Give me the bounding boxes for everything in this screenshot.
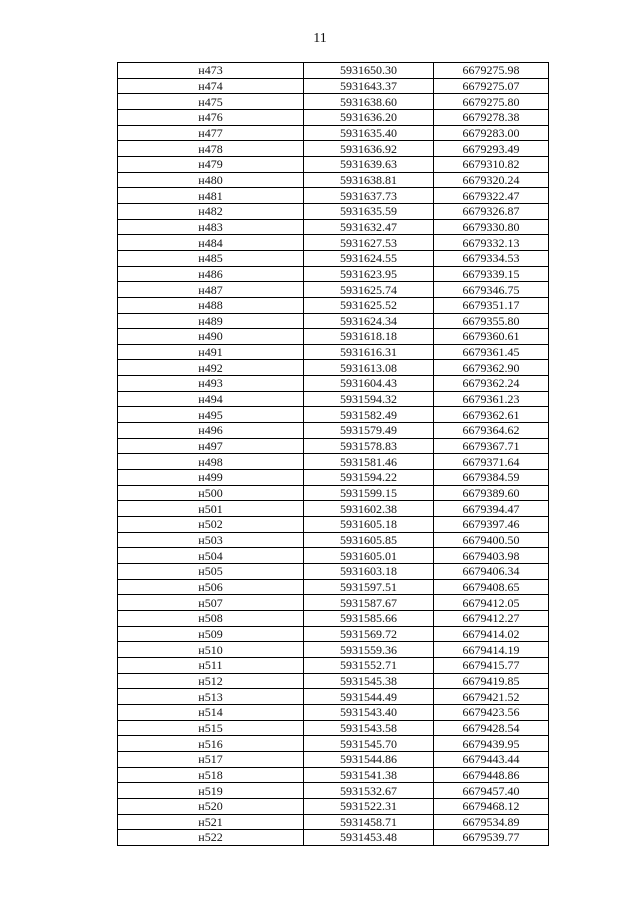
y-coordinate-cell: 6679384.59 bbox=[434, 470, 549, 486]
x-coordinate-cell: 5931545.70 bbox=[304, 736, 434, 752]
table-row bbox=[118, 595, 549, 611]
y-coordinate-cell: 6679400.50 bbox=[434, 532, 549, 548]
table-row bbox=[118, 313, 549, 329]
y-coordinate-cell: 6679412.27 bbox=[434, 610, 549, 626]
point-id-cell: н501 bbox=[118, 501, 304, 517]
x-coordinate-cell: 5931625.52 bbox=[304, 297, 434, 313]
y-coordinate-cell: 6679330.80 bbox=[434, 219, 549, 235]
y-coordinate-cell: 6679334.53 bbox=[434, 250, 549, 266]
x-coordinate-cell: 5931605.85 bbox=[304, 532, 434, 548]
point-id-cell: н507 bbox=[118, 595, 304, 611]
x-coordinate-cell: 5931636.20 bbox=[304, 109, 434, 125]
table-row bbox=[118, 626, 549, 642]
point-id-cell: н497 bbox=[118, 438, 304, 454]
table-row bbox=[118, 798, 549, 814]
point-id-cell: н516 bbox=[118, 736, 304, 752]
table-row bbox=[118, 673, 549, 689]
y-coordinate-cell: 6679406.34 bbox=[434, 564, 549, 580]
point-id-cell: н473 bbox=[118, 63, 304, 79]
table-row bbox=[118, 141, 549, 157]
table-row bbox=[118, 532, 549, 548]
point-id-cell: н500 bbox=[118, 485, 304, 501]
table-row bbox=[118, 376, 549, 392]
point-id-cell: н513 bbox=[118, 689, 304, 705]
table-row bbox=[118, 266, 549, 282]
table-row bbox=[118, 642, 549, 658]
x-coordinate-cell: 5931559.36 bbox=[304, 642, 434, 658]
x-coordinate-cell: 5931637.73 bbox=[304, 188, 434, 204]
point-id-cell: н482 bbox=[118, 203, 304, 219]
table-row bbox=[118, 438, 549, 454]
point-id-cell: н504 bbox=[118, 548, 304, 564]
point-id-cell: н515 bbox=[118, 720, 304, 736]
table-row bbox=[118, 78, 549, 94]
y-coordinate-cell: 6679362.24 bbox=[434, 376, 549, 392]
table-row bbox=[118, 657, 549, 673]
table-row bbox=[118, 485, 549, 501]
x-coordinate-cell: 5931585.66 bbox=[304, 610, 434, 626]
table-row bbox=[118, 501, 549, 517]
x-coordinate-cell: 5931579.49 bbox=[304, 423, 434, 439]
y-coordinate-cell: 6679534.89 bbox=[434, 814, 549, 830]
y-coordinate-cell: 6679423.56 bbox=[434, 704, 549, 720]
x-coordinate-cell: 5931618.18 bbox=[304, 329, 434, 345]
x-coordinate-cell: 5931624.55 bbox=[304, 250, 434, 266]
y-coordinate-cell: 6679394.47 bbox=[434, 501, 549, 517]
table-row bbox=[118, 282, 549, 298]
y-coordinate-cell: 6679275.07 bbox=[434, 78, 549, 94]
x-coordinate-cell: 5931582.49 bbox=[304, 407, 434, 423]
x-coordinate-cell: 5931569.72 bbox=[304, 626, 434, 642]
y-coordinate-cell: 6679364.62 bbox=[434, 423, 549, 439]
point-id-cell: н498 bbox=[118, 454, 304, 470]
point-id-cell: н487 bbox=[118, 282, 304, 298]
y-coordinate-cell: 6679397.46 bbox=[434, 517, 549, 533]
table-row bbox=[118, 548, 549, 564]
x-coordinate-cell: 5931453.48 bbox=[304, 830, 434, 846]
table-row bbox=[118, 250, 549, 266]
x-coordinate-cell: 5931544.49 bbox=[304, 689, 434, 705]
y-coordinate-cell: 6679389.60 bbox=[434, 485, 549, 501]
x-coordinate-cell: 5931578.83 bbox=[304, 438, 434, 454]
table-row bbox=[118, 423, 549, 439]
x-coordinate-cell: 5931613.08 bbox=[304, 360, 434, 376]
table-row bbox=[118, 391, 549, 407]
y-coordinate-cell: 6679448.86 bbox=[434, 767, 549, 783]
y-coordinate-cell: 6679278.38 bbox=[434, 109, 549, 125]
y-coordinate-cell: 6679468.12 bbox=[434, 798, 549, 814]
x-coordinate-cell: 5931587.67 bbox=[304, 595, 434, 611]
point-id-cell: н509 bbox=[118, 626, 304, 642]
x-coordinate-cell: 5931581.46 bbox=[304, 454, 434, 470]
point-id-cell: н475 bbox=[118, 94, 304, 110]
x-coordinate-cell: 5931627.53 bbox=[304, 235, 434, 251]
x-coordinate-cell: 5931544.86 bbox=[304, 751, 434, 767]
table-row bbox=[118, 297, 549, 313]
table-row bbox=[118, 564, 549, 580]
y-coordinate-cell: 6679457.40 bbox=[434, 783, 549, 799]
point-id-cell: н522 bbox=[118, 830, 304, 846]
y-coordinate-cell: 6679362.61 bbox=[434, 407, 549, 423]
y-coordinate-cell: 6679361.23 bbox=[434, 391, 549, 407]
y-coordinate-cell: 6679320.24 bbox=[434, 172, 549, 188]
point-id-cell: н491 bbox=[118, 344, 304, 360]
point-id-cell: н489 bbox=[118, 313, 304, 329]
x-coordinate-cell: 5931597.51 bbox=[304, 579, 434, 595]
y-coordinate-cell: 6679539.77 bbox=[434, 830, 549, 846]
table-row bbox=[118, 689, 549, 705]
point-id-cell: н520 bbox=[118, 798, 304, 814]
y-coordinate-cell: 6679408.65 bbox=[434, 579, 549, 595]
table-row bbox=[118, 610, 549, 626]
table-row bbox=[118, 470, 549, 486]
y-coordinate-cell: 6679403.98 bbox=[434, 548, 549, 564]
point-id-cell: н502 bbox=[118, 517, 304, 533]
point-id-cell: н485 bbox=[118, 250, 304, 266]
point-id-cell: н508 bbox=[118, 610, 304, 626]
x-coordinate-cell: 5931605.18 bbox=[304, 517, 434, 533]
table-row bbox=[118, 407, 549, 423]
y-coordinate-cell: 6679419.85 bbox=[434, 673, 549, 689]
point-id-cell: н499 bbox=[118, 470, 304, 486]
x-coordinate-cell: 5931599.15 bbox=[304, 485, 434, 501]
x-coordinate-cell: 5931624.34 bbox=[304, 313, 434, 329]
point-id-cell: н521 bbox=[118, 814, 304, 830]
y-coordinate-cell: 6679332.13 bbox=[434, 235, 549, 251]
x-coordinate-cell: 5931632.47 bbox=[304, 219, 434, 235]
x-coordinate-cell: 5931532.67 bbox=[304, 783, 434, 799]
y-coordinate-cell: 6679326.87 bbox=[434, 203, 549, 219]
table-row bbox=[118, 517, 549, 533]
y-coordinate-cell: 6679443.44 bbox=[434, 751, 549, 767]
point-id-cell: н477 bbox=[118, 125, 304, 141]
x-coordinate-cell: 5931552.71 bbox=[304, 657, 434, 673]
x-coordinate-cell: 5931541.38 bbox=[304, 767, 434, 783]
point-id-cell: н474 bbox=[118, 78, 304, 94]
table-row bbox=[118, 344, 549, 360]
table-row bbox=[118, 704, 549, 720]
point-id-cell: н478 bbox=[118, 141, 304, 157]
point-id-cell: н506 bbox=[118, 579, 304, 595]
y-coordinate-cell: 6679371.64 bbox=[434, 454, 549, 470]
x-coordinate-cell: 5931605.01 bbox=[304, 548, 434, 564]
point-id-cell: н481 bbox=[118, 188, 304, 204]
point-id-cell: н503 bbox=[118, 532, 304, 548]
y-coordinate-cell: 6679367.71 bbox=[434, 438, 549, 454]
x-coordinate-cell: 5931635.40 bbox=[304, 125, 434, 141]
table-row bbox=[118, 329, 549, 345]
point-id-cell: н479 bbox=[118, 156, 304, 172]
y-coordinate-cell: 6679361.45 bbox=[434, 344, 549, 360]
y-coordinate-cell: 6679362.90 bbox=[434, 360, 549, 376]
x-coordinate-cell: 5931603.18 bbox=[304, 564, 434, 580]
x-coordinate-cell: 5931602.38 bbox=[304, 501, 434, 517]
y-coordinate-cell: 6679339.15 bbox=[434, 266, 549, 282]
x-coordinate-cell: 5931543.40 bbox=[304, 704, 434, 720]
x-coordinate-cell: 5931623.95 bbox=[304, 266, 434, 282]
x-coordinate-cell: 5931543.58 bbox=[304, 720, 434, 736]
table-row bbox=[118, 751, 549, 767]
point-id-cell: н490 bbox=[118, 329, 304, 345]
point-id-cell: н511 bbox=[118, 657, 304, 673]
table-row bbox=[118, 736, 549, 752]
point-id-cell: н495 bbox=[118, 407, 304, 423]
point-id-cell: н484 bbox=[118, 235, 304, 251]
point-id-cell: н480 bbox=[118, 172, 304, 188]
y-coordinate-cell: 6679322.47 bbox=[434, 188, 549, 204]
y-coordinate-cell: 6679355.80 bbox=[434, 313, 549, 329]
x-coordinate-cell: 5931635.59 bbox=[304, 203, 434, 219]
x-coordinate-cell: 5931522.31 bbox=[304, 798, 434, 814]
coordinates-table bbox=[117, 62, 549, 846]
point-id-cell: н519 bbox=[118, 783, 304, 799]
x-coordinate-cell: 5931638.60 bbox=[304, 94, 434, 110]
point-id-cell: н510 bbox=[118, 642, 304, 658]
y-coordinate-cell: 6679293.49 bbox=[434, 141, 549, 157]
x-coordinate-cell: 5931594.32 bbox=[304, 391, 434, 407]
table-row bbox=[118, 125, 549, 141]
table-row bbox=[118, 830, 549, 846]
x-coordinate-cell: 5931638.81 bbox=[304, 172, 434, 188]
y-coordinate-cell: 6679310.82 bbox=[434, 156, 549, 172]
point-id-cell: н494 bbox=[118, 391, 304, 407]
y-coordinate-cell: 6679428.54 bbox=[434, 720, 549, 736]
point-id-cell: н476 bbox=[118, 109, 304, 125]
x-coordinate-cell: 5931636.92 bbox=[304, 141, 434, 157]
point-id-cell: н505 bbox=[118, 564, 304, 580]
x-coordinate-cell: 5931458.71 bbox=[304, 814, 434, 830]
y-coordinate-cell: 6679351.17 bbox=[434, 297, 549, 313]
y-coordinate-cell: 6679421.52 bbox=[434, 689, 549, 705]
table-row bbox=[118, 63, 549, 79]
y-coordinate-cell: 6679414.02 bbox=[434, 626, 549, 642]
x-coordinate-cell: 5931545.38 bbox=[304, 673, 434, 689]
table-row bbox=[118, 360, 549, 376]
table-row bbox=[118, 172, 549, 188]
table-row bbox=[118, 783, 549, 799]
y-coordinate-cell: 6679275.98 bbox=[434, 63, 549, 79]
y-coordinate-cell: 6679346.75 bbox=[434, 282, 549, 298]
y-coordinate-cell: 6679412.05 bbox=[434, 595, 549, 611]
y-coordinate-cell: 6679439.95 bbox=[434, 736, 549, 752]
point-id-cell: н512 bbox=[118, 673, 304, 689]
table-row bbox=[118, 188, 549, 204]
point-id-cell: н492 bbox=[118, 360, 304, 376]
x-coordinate-cell: 5931594.22 bbox=[304, 470, 434, 486]
y-coordinate-cell: 6679414.19 bbox=[434, 642, 549, 658]
table-row bbox=[118, 454, 549, 470]
point-id-cell: н488 bbox=[118, 297, 304, 313]
table-row bbox=[118, 579, 549, 595]
coordinates-table-body bbox=[118, 63, 549, 846]
table-row bbox=[118, 235, 549, 251]
table-row bbox=[118, 203, 549, 219]
table-row bbox=[118, 94, 549, 110]
page-number: 11 bbox=[313, 31, 327, 46]
point-id-cell: н518 bbox=[118, 767, 304, 783]
table-row bbox=[118, 219, 549, 235]
x-coordinate-cell: 5931604.43 bbox=[304, 376, 434, 392]
y-coordinate-cell: 6679360.61 bbox=[434, 329, 549, 345]
point-id-cell: н493 bbox=[118, 376, 304, 392]
y-coordinate-cell: 6679415.77 bbox=[434, 657, 549, 673]
y-coordinate-cell: 6679275.80 bbox=[434, 94, 549, 110]
x-coordinate-cell: 5931625.74 bbox=[304, 282, 434, 298]
table-row bbox=[118, 767, 549, 783]
x-coordinate-cell: 5931650.30 bbox=[304, 63, 434, 79]
table-row bbox=[118, 109, 549, 125]
x-coordinate-cell: 5931616.31 bbox=[304, 344, 434, 360]
table-row bbox=[118, 720, 549, 736]
point-id-cell: н496 bbox=[118, 423, 304, 439]
point-id-cell: н514 bbox=[118, 704, 304, 720]
x-coordinate-cell: 5931639.63 bbox=[304, 156, 434, 172]
y-coordinate-cell: 6679283.00 bbox=[434, 125, 549, 141]
table-row bbox=[118, 814, 549, 830]
point-id-cell: н486 bbox=[118, 266, 304, 282]
point-id-cell: н517 bbox=[118, 751, 304, 767]
table-row bbox=[118, 156, 549, 172]
x-coordinate-cell: 5931643.37 bbox=[304, 78, 434, 94]
point-id-cell: н483 bbox=[118, 219, 304, 235]
